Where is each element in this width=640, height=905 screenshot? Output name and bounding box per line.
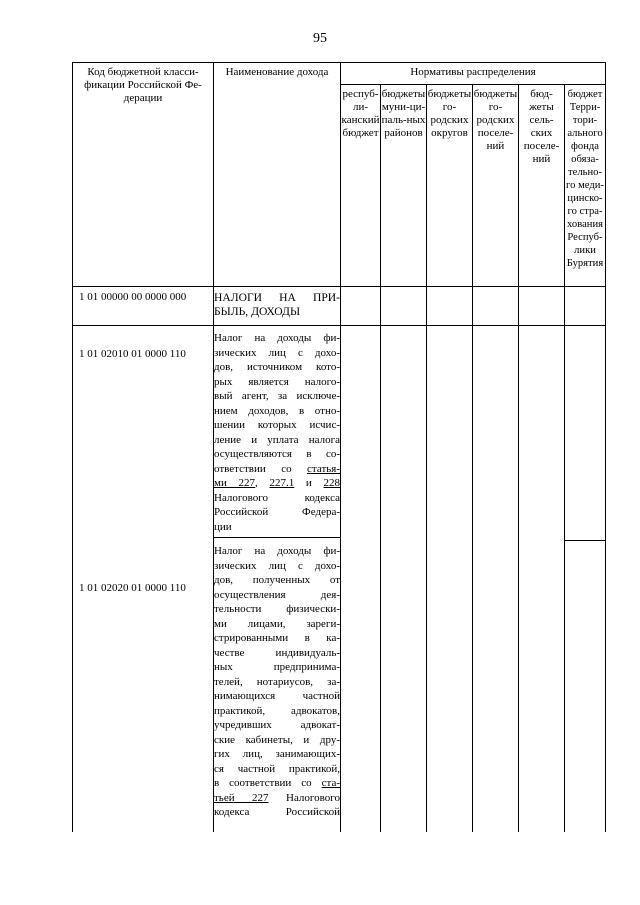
- row-2-fund-bottom-rule: [564, 540, 606, 541]
- page-number: 95: [313, 31, 327, 46]
- link-sta[interactable]: ста-: [321, 777, 341, 789]
- header-municipal-budgets: бюджеты муни-ци- паль-ных районов: [381, 88, 426, 139]
- link-article-227[interactable]: ми 227: [214, 477, 256, 489]
- row-3-article-refs: тьей 227 Налогового: [214, 791, 341, 804]
- table-top-border: [72, 62, 606, 63]
- row-3-article-line: в соответствии со ста-: [214, 777, 341, 789]
- republic-col-divider: [380, 84, 381, 832]
- name-col-divider: [340, 62, 341, 832]
- header-norms: Нормативы распределения: [410, 66, 536, 78]
- link-article-228[interactable]: 228: [323, 477, 340, 489]
- row-1-name: НАЛОГИ НА ПРИ- БЫЛЬ, ДОХОДЫ: [214, 291, 340, 318]
- row-2-code: 1 01 02010 01 0000 110: [79, 348, 186, 360]
- urban-col-divider: [518, 84, 519, 832]
- header-name-column: Наименование дохода: [225, 66, 329, 78]
- budget-classification-table: [72, 62, 606, 832]
- table-right-border: [605, 62, 606, 832]
- row-2-name-bottom-rule: [214, 537, 340, 538]
- link-statya[interactable]: статья-: [307, 462, 340, 475]
- link-article-227-1[interactable]: 227.1: [269, 477, 295, 489]
- link-article-227-row3[interactable]: тьей 227: [214, 791, 269, 804]
- header-rural-settlement-budgets: бюд- жеты сель- ских поселе- ний: [523, 88, 560, 165]
- table-left-border: [72, 62, 73, 832]
- header-republic-budget: респуб- ли- канский бюджет: [341, 88, 380, 139]
- header-medical-insurance-fund-budget: бюджет Терри- тори- ального фонда обяза- тельно- го меди- цинско- го стра- хования Респуб- лики Бурятия: [566, 89, 604, 269]
- header-city-budgets: бюджеты го- родских округов: [427, 88, 472, 139]
- row-2-article-refs: ми 227, 227.1 и 228: [214, 477, 340, 489]
- row-1-bottom-rule: [72, 325, 606, 326]
- municipal-col-divider: [426, 84, 427, 832]
- row-2-name: Налог на доходы фи- зических лиц с дохо- дов, источником кото- рых является налого- вый агент, за исключе- нием доходов, в отно- шении которых исчис- ление и уплата налога осуществляются в со- ответствии со статья- ми 227, 227.1 и 228 Налогового кодекса Российской Федера- ции: [214, 332, 340, 533]
- row-1-code: 1 01 00000 00 0000 000: [79, 291, 187, 303]
- header-code-column: Код бюджетной класси- фикации Российской Фе- дерации: [84, 66, 202, 104]
- header-bottom-rule: [72, 286, 606, 287]
- row-3-code: 1 01 02020 01 0000 110: [79, 582, 186, 594]
- row-3-name: Налог на доходы фи- зических лиц с дохо- дов, полученных от осуществления дея- тельности физически- ми лицами, зареги- стрированными в ка- честве индивидуаль- ных предпринима- телей, нотариусов, за- нимающихся частной практикой, адвокатов, учредивших адвокат- ские кабинеты, и дру- гих лиц, занимающих- ся частной практикой, в соответствии со ста- тьей 227 Налогового кодекса Российской: [214, 545, 341, 818]
- row-2-article-line: ответствии со статья-: [214, 462, 340, 475]
- header-urban-settlement-budgets: бюджеты го- родских поселе- ний: [473, 88, 518, 152]
- city-col-divider: [472, 84, 473, 832]
